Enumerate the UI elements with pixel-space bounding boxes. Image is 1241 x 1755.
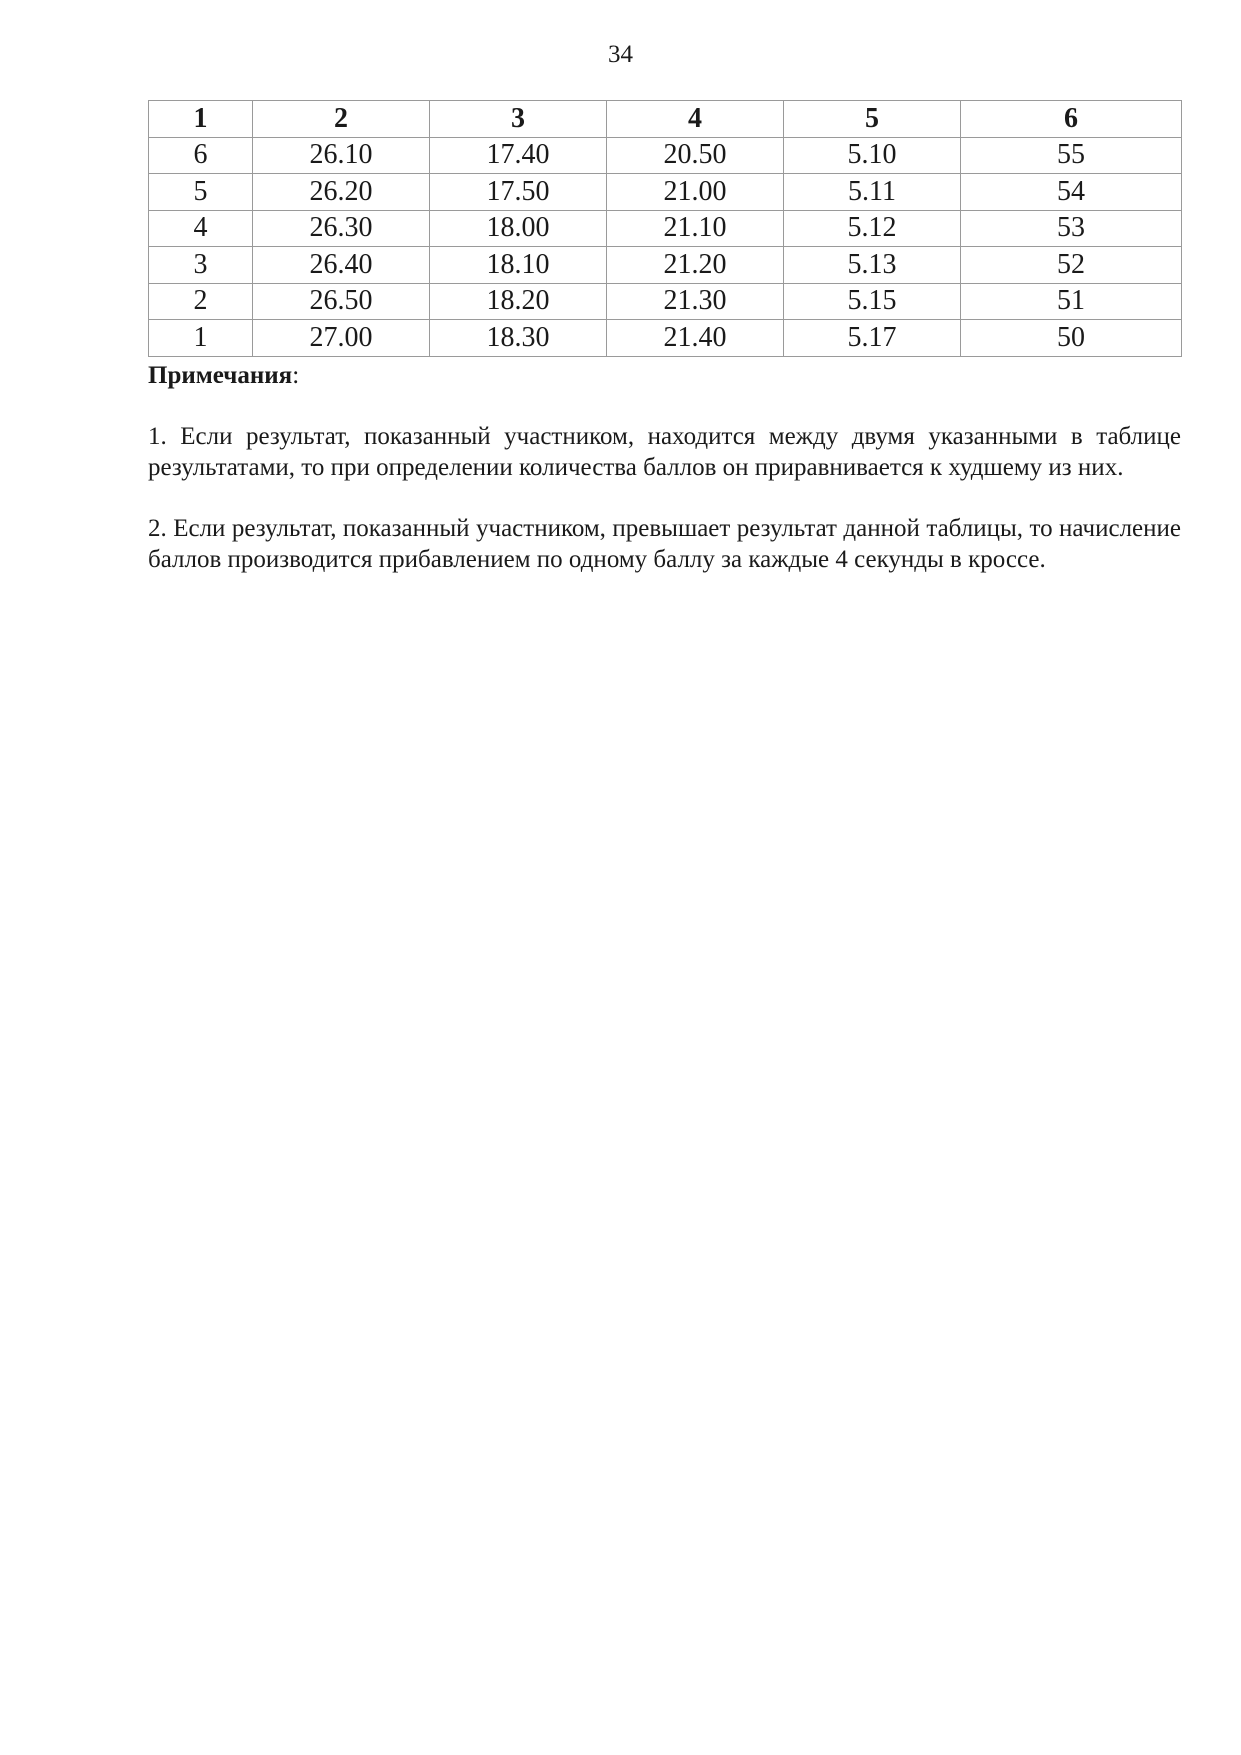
table-cell: 26.30 [253, 210, 430, 247]
column-header: 6 [961, 101, 1182, 138]
table-cell: 26.50 [253, 283, 430, 320]
table-cell: 5.17 [784, 320, 961, 357]
score-table [148, 100, 1182, 357]
column-header: 3 [430, 101, 607, 138]
note-paragraph: 1. Если результат, показанный участником, находится между двумя указанными в таблице результатами, то при определении количества баллов он приравнивается к худшему из них. [148, 423, 1181, 481]
table-row [149, 320, 1182, 357]
table-cell: 5.12 [784, 210, 961, 247]
notes-section [148, 360, 1181, 605]
table-cell: 5.13 [784, 247, 961, 284]
table-row [149, 174, 1182, 211]
column-header: 4 [607, 101, 784, 138]
column-header: 1 [149, 101, 253, 138]
table-cell: 17.40 [430, 137, 607, 174]
table-cell: 26.40 [253, 247, 430, 284]
table-header-row [149, 101, 1182, 138]
notes-title-colon: : [292, 362, 300, 389]
table-cell: 21.10 [607, 210, 784, 247]
table-cell: 18.20 [430, 283, 607, 320]
table-cell: 21.00 [607, 174, 784, 211]
table-cell: 5.11 [784, 174, 961, 211]
column-header: 5 [784, 101, 961, 138]
table-cell: 5.15 [784, 283, 961, 320]
table-cell: 6 [149, 137, 253, 174]
notes-heading [148, 360, 1181, 391]
table-cell: 2 [149, 283, 253, 320]
table-cell: 1 [149, 320, 253, 357]
table-row [149, 137, 1182, 174]
table-cell: 27.00 [253, 320, 430, 357]
table-row [149, 247, 1182, 284]
table-cell: 20.50 [607, 137, 784, 174]
table-cell: 5.10 [784, 137, 961, 174]
table-cell: 18.30 [430, 320, 607, 357]
table-cell: 26.10 [253, 137, 430, 174]
table-cell: 18.00 [430, 210, 607, 247]
note-paragraph: 2. Если результат, показанный участником, превышает результат данной таблицы, то начисление баллов производится прибавлением по одному баллу за каждые 4 секунды в кроссе. [148, 515, 1181, 573]
table-row [149, 283, 1182, 320]
table-row [149, 210, 1182, 247]
table-cell: 53 [961, 210, 1182, 247]
table-cell: 4 [149, 210, 253, 247]
table-cell: 54 [961, 174, 1182, 211]
table-cell: 21.20 [607, 247, 784, 284]
table-cell: 55 [961, 137, 1182, 174]
table-cell: 52 [961, 247, 1182, 284]
table-cell: 18.10 [430, 247, 607, 284]
table-cell: 5 [149, 174, 253, 211]
table-cell: 51 [961, 283, 1182, 320]
table-cell: 21.30 [607, 283, 784, 320]
table-cell: 17.50 [430, 174, 607, 211]
column-header: 2 [253, 101, 430, 138]
page-number: 34 [608, 41, 633, 68]
table-cell: 26.20 [253, 174, 430, 211]
notes-title: Примечания [148, 362, 293, 389]
table-cell: 3 [149, 247, 253, 284]
table-cell: 50 [961, 320, 1182, 357]
table-cell: 21.40 [607, 320, 784, 357]
